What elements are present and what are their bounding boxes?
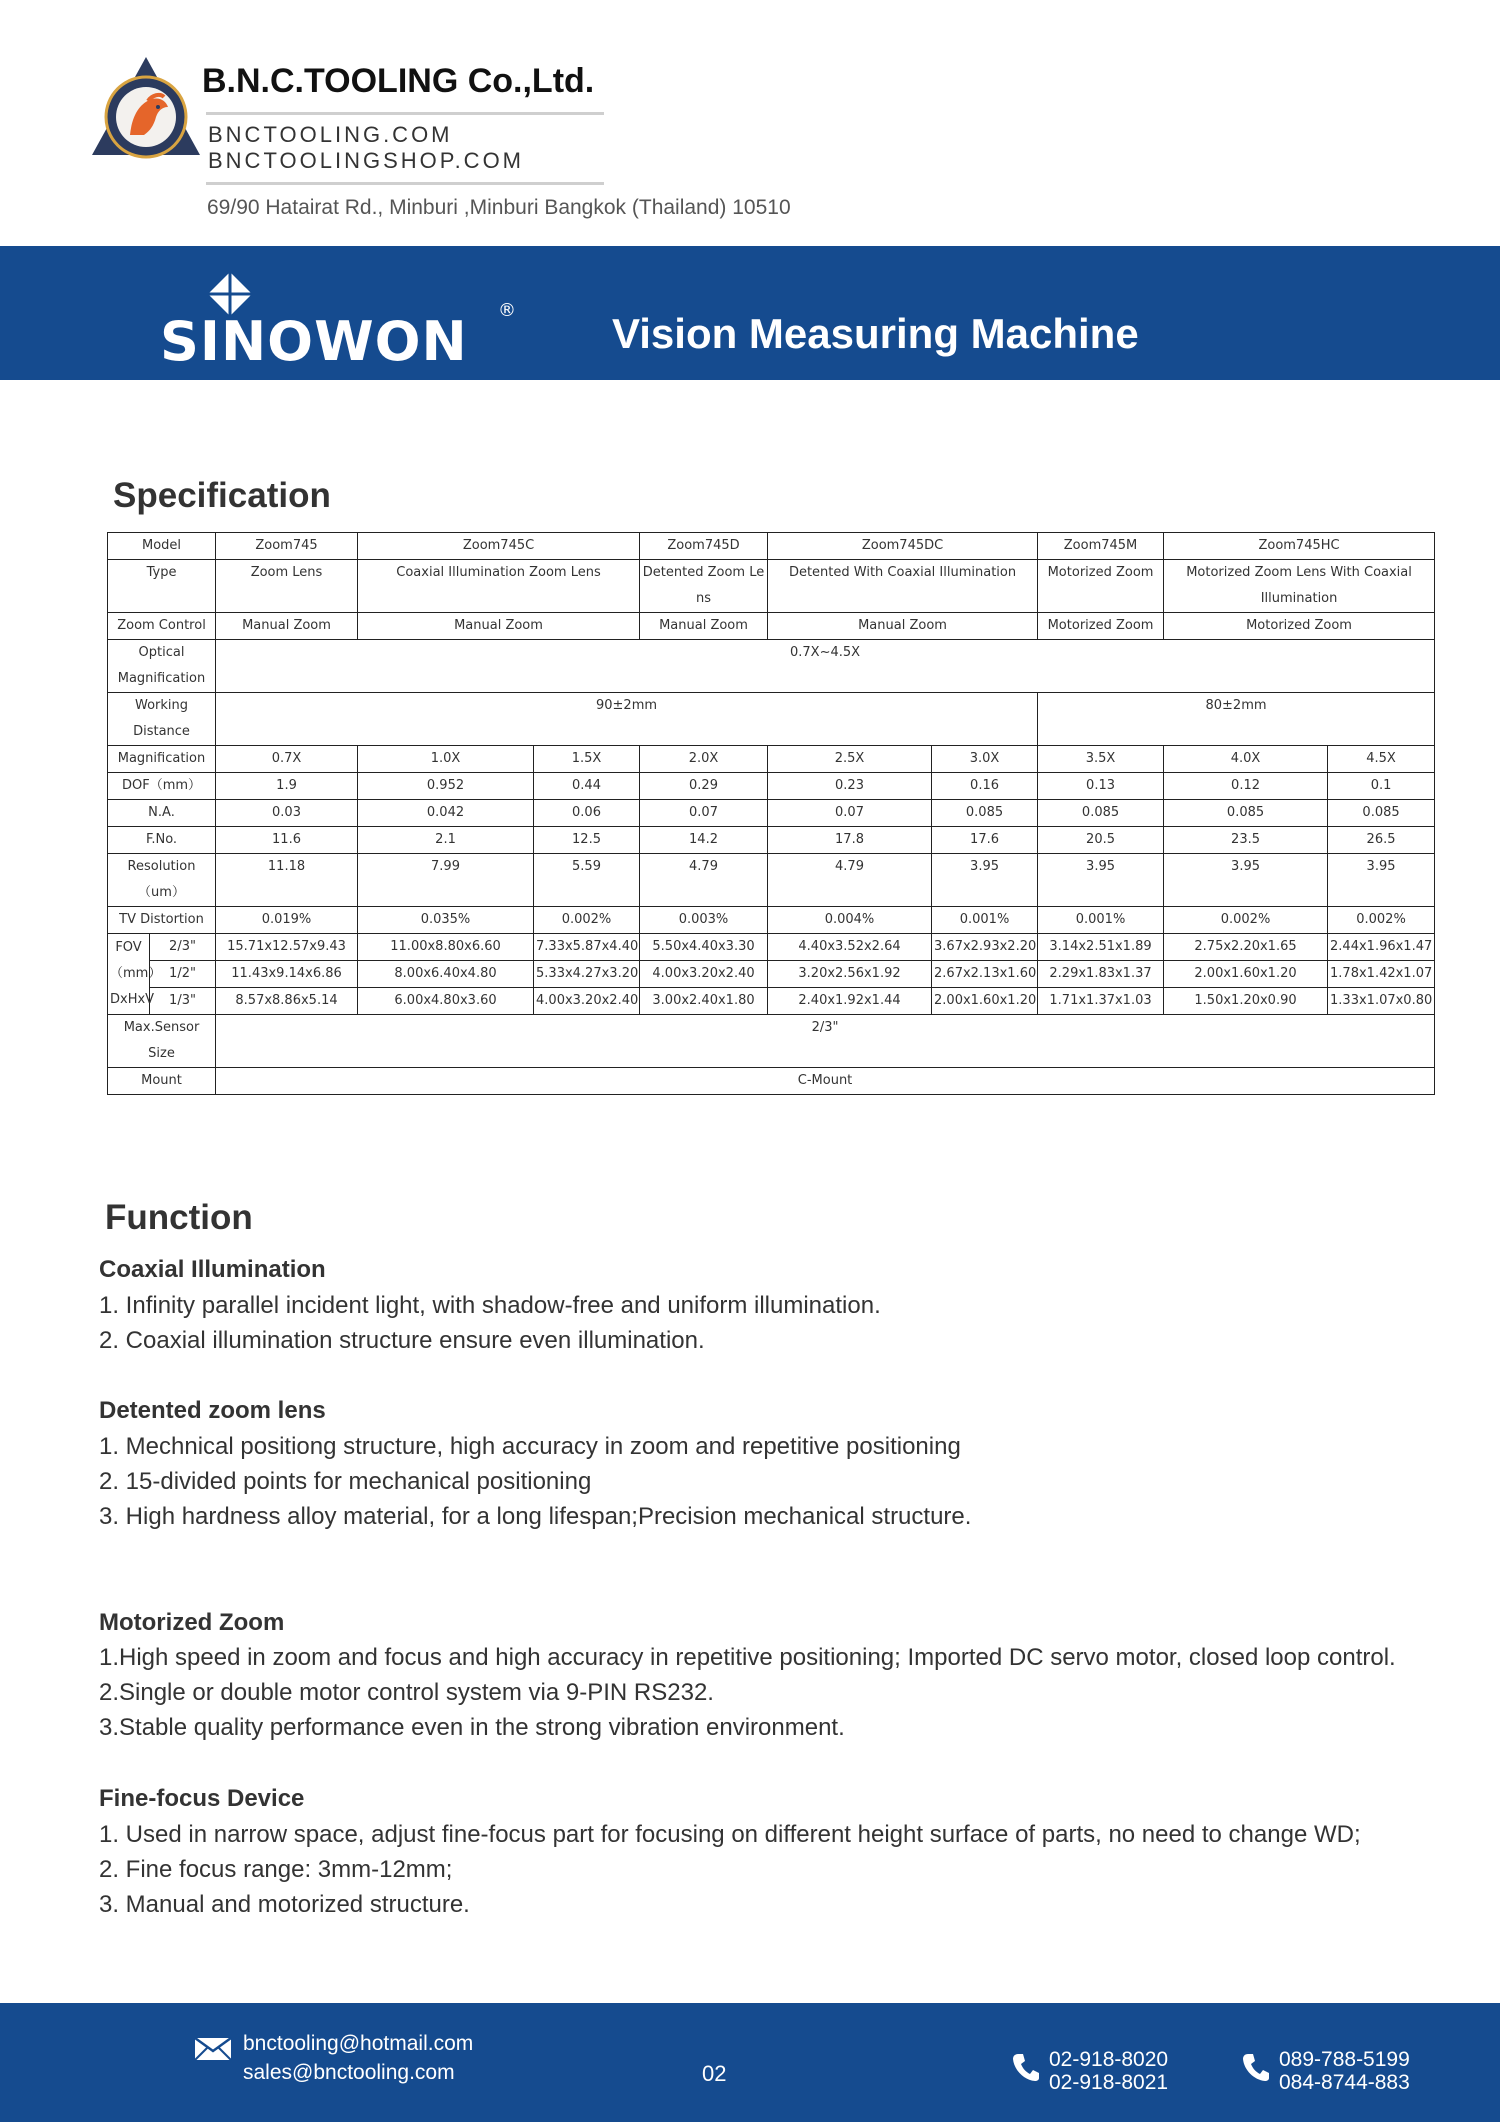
phone-icon	[1012, 2052, 1040, 2082]
dof-row	[108, 773, 1435, 800]
fno-cell: 2.1	[358, 827, 534, 854]
registered-mark: ®	[498, 300, 516, 321]
fov-row	[108, 961, 1435, 988]
specification-heading: Specification	[113, 476, 331, 515]
magnification-cell: 3.5X	[1038, 746, 1164, 773]
envelope-icon	[194, 2037, 232, 2061]
tv-distortion-cell: 0.019%	[216, 907, 358, 934]
model-cell: Zoom745DC	[768, 533, 1038, 560]
dof-cell: 0.23	[768, 773, 932, 800]
model-cell: Zoom745C	[358, 533, 640, 560]
na-cell: 0.085	[1038, 800, 1164, 827]
fov-size: 1/3"	[150, 988, 216, 1015]
fno-label: F.No.	[108, 827, 216, 854]
fov-cell: 1.78x1.42x1.07	[1328, 961, 1435, 988]
na-cell: 0.085	[932, 800, 1038, 827]
na-cell: 0.07	[640, 800, 768, 827]
fov-cell: 4.40x3.52x2.64	[768, 934, 932, 961]
fov-cell: 1.50x1.20x0.90	[1164, 988, 1328, 1015]
fno-cell: 23.5	[1164, 827, 1328, 854]
magnification-cell: 4.5X	[1328, 746, 1435, 773]
type-row	[108, 560, 1435, 613]
na-cell: 0.03	[216, 800, 358, 827]
na-cell: 0.042	[358, 800, 534, 827]
tv-distortion-cell: 0.002%	[1328, 907, 1435, 934]
na-cell: 0.085	[1328, 800, 1435, 827]
dof-cell: 0.13	[1038, 773, 1164, 800]
magnification-cell: 0.7X	[216, 746, 358, 773]
working-distance-label: Working Distance	[108, 693, 216, 746]
function-line: 2. Coaxial illumination structure ensure even illumination.	[99, 1327, 705, 1354]
resolution-cell: 3.95	[1038, 854, 1164, 907]
fov-cell: 2.40x1.92x1.44	[768, 988, 932, 1015]
zoom-control-cell: Manual Zoom	[640, 613, 768, 640]
fov-cell: 4.00x3.20x2.40	[534, 988, 640, 1015]
tv-distortion-label: TV Distortion	[108, 907, 216, 934]
zoom-control-cell: Motorized Zoom	[1038, 613, 1164, 640]
resolution-cell: 11.18	[216, 854, 358, 907]
working-distance-cell: 80±2mm	[1038, 693, 1435, 746]
resolution-label: Resolution（um）	[108, 854, 216, 907]
fov-label: FOV（mm）DxHxV	[108, 934, 150, 1015]
dof-cell: 0.44	[534, 773, 640, 800]
tv-distortion-cell: 0.001%	[1038, 907, 1164, 934]
page-number: 02	[702, 2061, 727, 2086]
resolution-cell: 3.95	[1164, 854, 1328, 907]
tv-distortion-cell: 0.004%	[768, 907, 932, 934]
fov-cell: 2.00x1.60x1.20	[1164, 961, 1328, 988]
working-distance-row	[108, 693, 1435, 746]
max-sensor-cell: 2/3"	[216, 1015, 1435, 1068]
fov-size: 2/3"	[150, 934, 216, 961]
website-1[interactable]: BNCTOOLING.COM	[208, 122, 453, 147]
fov-cell: 3.00x2.40x1.80	[640, 988, 768, 1015]
zoom-control-label: Zoom Control	[108, 613, 216, 640]
resolution-cell: 4.79	[768, 854, 932, 907]
fno-cell: 12.5	[534, 827, 640, 854]
magnification-label: Magnification	[108, 746, 216, 773]
mount-cell: C-Mount	[216, 1068, 1435, 1095]
fov-cell: 3.67x2.93x2.20	[932, 934, 1038, 961]
fov-size: 1/2"	[150, 961, 216, 988]
type-cell: Coaxial Illumination Zoom Lens	[358, 560, 640, 613]
function-subheading: Coaxial Illumination	[99, 1256, 326, 1283]
type-cell: Motorized Zoom Lens With Coaxial Illumination	[1164, 560, 1435, 613]
magnification-cell: 1.0X	[358, 746, 534, 773]
fov-cell: 4.00x3.20x2.40	[640, 961, 768, 988]
function-line: 3. High hardness alloy material, for a long lifespan;Precision mechanical structure.	[99, 1503, 972, 1530]
fno-cell: 14.2	[640, 827, 768, 854]
tv-distortion-cell: 0.001%	[932, 907, 1038, 934]
fno-row	[108, 827, 1435, 854]
fno-cell: 17.6	[932, 827, 1038, 854]
tv-distortion-cell: 0.002%	[1164, 907, 1328, 934]
brand-wordmark: SINOWON	[160, 310, 468, 373]
footer-phone-4[interactable]: 084-8744-883	[1279, 2071, 1410, 2094]
fov-cell: 8.00x6.40x4.80	[358, 961, 534, 988]
optical-magnification-cell: 0.7X~4.5X	[216, 640, 1435, 693]
fno-cell: 11.6	[216, 827, 358, 854]
fov-cell: 1.33x1.07x0.80	[1328, 988, 1435, 1015]
fno-cell: 26.5	[1328, 827, 1435, 854]
max-sensor-row	[108, 1015, 1435, 1068]
function-subheading: Fine-focus Device	[99, 1785, 305, 1812]
company-logo	[90, 55, 202, 160]
dof-cell: 0.952	[358, 773, 534, 800]
footer-phone-1[interactable]: 02-918-8020	[1049, 2048, 1169, 2071]
fov-cell: 1.71x1.37x1.03	[1038, 988, 1164, 1015]
zoom-control-cell: Manual Zoom	[358, 613, 640, 640]
na-cell: 0.085	[1164, 800, 1328, 827]
footer-email-1[interactable]: bnctooling@hotmail.com	[243, 2032, 474, 2055]
function-line: 3.Stable quality performance even in the strong vibration environment.	[99, 1714, 845, 1741]
model-row	[108, 533, 1435, 560]
fov-cell: 2.67x2.13x1.60	[932, 961, 1038, 988]
model-cell: Zoom745	[216, 533, 358, 560]
tv-distortion-cell: 0.002%	[534, 907, 640, 934]
footer-phone-2[interactable]: 02-918-8021	[1049, 2071, 1169, 2094]
working-distance-cell: 90±2mm	[216, 693, 1038, 746]
fov-cell: 11.00x8.80x6.60	[358, 934, 534, 961]
resolution-cell: 3.95	[932, 854, 1038, 907]
phone-icon	[1242, 2052, 1270, 2082]
model-cell: Zoom745M	[1038, 533, 1164, 560]
na-label: N.A.	[108, 800, 216, 827]
magnification-cell: 3.0X	[932, 746, 1038, 773]
function-line: 1.High speed in zoom and focus and high accuracy in repetitive positioning; Imported DC servo motor, closed loop control.	[99, 1644, 1396, 1671]
fno-cell: 20.5	[1038, 827, 1164, 854]
company-name: B.N.C.TOOLING Co.,Ltd.	[202, 62, 595, 100]
fov-cell: 2.29x1.83x1.37	[1038, 961, 1164, 988]
mount-row	[108, 1068, 1435, 1095]
magnification-cell: 1.5X	[534, 746, 640, 773]
fov-cell: 2.75x2.20x1.65	[1164, 934, 1328, 961]
na-cell: 0.07	[768, 800, 932, 827]
optical-magnification-row	[108, 640, 1435, 693]
function-line: 2. 15-divided points for mechanical positioning	[99, 1468, 592, 1495]
sinowon-diamond-icon	[160, 268, 520, 373]
resolution-cell: 3.95	[1328, 854, 1435, 907]
na-cell: 0.06	[534, 800, 640, 827]
banner-title: Vision Measuring Machine	[612, 310, 1139, 357]
dof-cell: 0.16	[932, 773, 1038, 800]
dof-label: DOF（mm）	[108, 773, 216, 800]
header-divider	[206, 182, 604, 185]
resolution-row	[108, 854, 1435, 907]
fov-cell: 3.14x2.51x1.89	[1038, 934, 1164, 961]
fov-cell: 8.57x8.86x5.14	[216, 988, 358, 1015]
zoom-control-row	[108, 613, 1435, 640]
fov-cell: 11.43x9.14x6.86	[216, 961, 358, 988]
fov-cell: 5.33x4.27x3.20	[534, 961, 640, 988]
fov-cell: 5.50x4.40x3.30	[640, 934, 768, 961]
fov-cell: 15.71x12.57x9.43	[216, 934, 358, 961]
function-line: 1. Used in narrow space, adjust fine-focus part for focusing on different height surface of parts, no need to change WD;	[99, 1821, 1361, 1848]
dof-cell: 0.12	[1164, 773, 1328, 800]
magnification-cell: 2.0X	[640, 746, 768, 773]
function-line: 1. Mechnical positiong structure, high accuracy in zoom and repetitive positioning	[99, 1433, 961, 1460]
function-line: 1. Infinity parallel incident light, with shadow-free and uniform illumination.	[99, 1292, 881, 1319]
header-divider	[206, 112, 604, 115]
resolution-cell: 5.59	[534, 854, 640, 907]
function-subheading: Motorized Zoom	[99, 1609, 285, 1636]
footer-email-2[interactable]: sales@bnctooling.com	[243, 2061, 455, 2084]
function-line: 2.Single or double motor control system via 9-PIN RS232.	[99, 1679, 714, 1706]
fov-cell: 7.33x5.87x4.40	[534, 934, 640, 961]
fov-cell: 2.00x1.60x1.20	[932, 988, 1038, 1015]
dof-cell: 0.1	[1328, 773, 1435, 800]
fov-cell: 6.00x4.80x3.60	[358, 988, 534, 1015]
dof-cell: 1.9	[216, 773, 358, 800]
fov-row	[108, 988, 1435, 1015]
sinowon-logo	[160, 268, 520, 373]
mount-label: Mount	[108, 1068, 216, 1095]
fno-cell: 17.8	[768, 827, 932, 854]
type-label: Type	[108, 560, 216, 613]
tv-distortion-cell: 0.035%	[358, 907, 534, 934]
website-2[interactable]: BNCTOOLINGSHOP.COM	[208, 148, 525, 173]
function-line: 3. Manual and motorized structure.	[99, 1891, 470, 1918]
footer-phone-3[interactable]: 089-788-5199	[1279, 2048, 1410, 2071]
optical-magnification-label: Optical Magnification	[108, 640, 216, 693]
type-cell: Detented With Coaxial Illumination	[768, 560, 1038, 613]
fov-cell: 2.44x1.96x1.47	[1328, 934, 1435, 961]
zoom-control-cell: Manual Zoom	[768, 613, 1038, 640]
zoom-control-cell: Manual Zoom	[216, 613, 358, 640]
fov-cell: 3.20x2.56x1.92	[768, 961, 932, 988]
model-cell: Zoom745D	[640, 533, 768, 560]
function-heading: Function	[105, 1198, 253, 1237]
fov-row	[108, 934, 1435, 961]
max-sensor-label: Max.Sensor Size	[108, 1015, 216, 1068]
model-label: Model	[108, 533, 216, 560]
tv-distortion-row	[108, 907, 1435, 934]
magnification-cell: 4.0X	[1164, 746, 1328, 773]
function-subheading: Detented zoom lens	[99, 1397, 326, 1424]
type-cell: Motorized Zoom	[1038, 560, 1164, 613]
na-row	[108, 800, 1435, 827]
resolution-cell: 7.99	[358, 854, 534, 907]
specification-table	[107, 532, 1435, 1095]
function-line: 2. Fine focus range: 3mm-12mm;	[99, 1856, 453, 1883]
magnification-row	[108, 746, 1435, 773]
footer-bar	[0, 2003, 1500, 2122]
type-cell: Detented Zoom Le ns	[640, 560, 768, 613]
magnification-cell: 2.5X	[768, 746, 932, 773]
zoom-control-cell: Motorized Zoom	[1164, 613, 1435, 640]
company-address: 69/90 Hatairat Rd., Minburi ,Minburi Bangkok (Thailand) 10510	[207, 196, 791, 219]
dof-cell: 0.29	[640, 773, 768, 800]
type-cell: Zoom Lens	[216, 560, 358, 613]
resolution-cell: 4.79	[640, 854, 768, 907]
tv-distortion-cell: 0.003%	[640, 907, 768, 934]
horse-emblem-icon	[90, 55, 202, 160]
model-cell: Zoom745HC	[1164, 533, 1435, 560]
